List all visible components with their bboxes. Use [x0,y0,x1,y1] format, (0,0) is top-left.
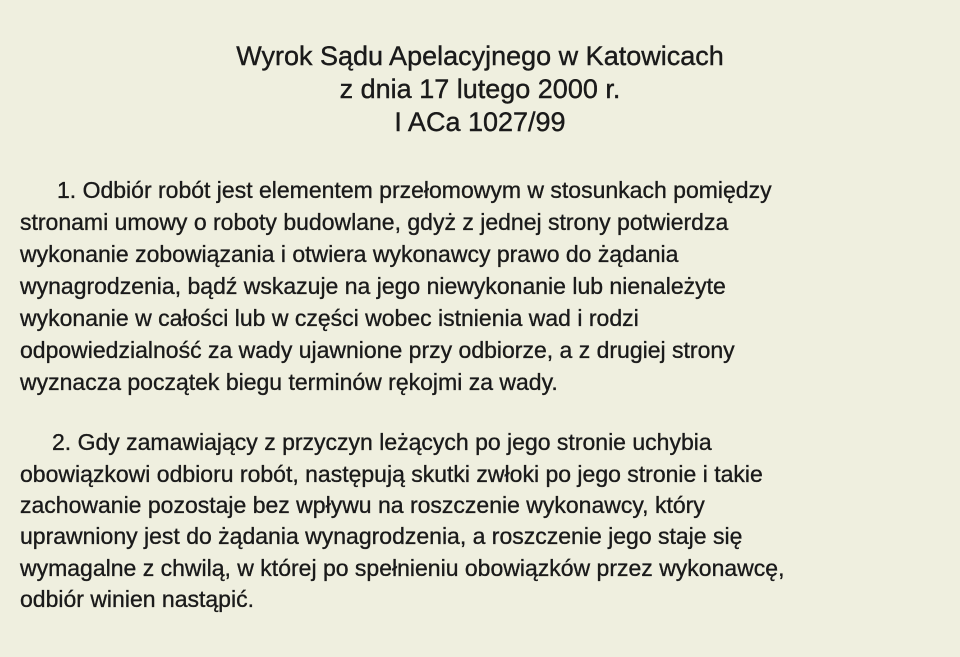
judgment-header [0,40,960,139]
paragraph-line: wyznacza początek biegu terminów rękojmi za wady. [20,369,558,395]
paragraph-line: zachowanie pozostaje bez wpływu na roszczenie wykonawcy, który [20,492,705,518]
paragraph-line: stronami umowy o roboty budowlane, gdyż z jednej strony potwierdza [20,209,729,235]
judgment-title: Wyrok Sądu Apelacyjnego w Katowicach [236,41,724,71]
paragraph-line: odbiór winien nastąpić. [20,586,254,612]
paragraph-line: wymagalne z chwilą, w której po spełnieniu obowiązków przez wykonawcę, [20,555,785,581]
case-number: I ACa 1027/99 [394,107,566,137]
paragraph-line: odpowiedzialność za wady ujawnione przy odbiorze, a z drugiej strony [20,337,735,363]
judgment-date: z dnia 17 lutego 2000 r. [339,74,621,104]
paragraph-line: wykonanie zobowiązania i otwiera wykonawcy prawo do żądania [20,241,679,267]
paragraph-line: 2. Gdy zamawiający z przyczyn leżących po jego stronie uchybia [52,429,712,455]
paragraph-line: obowiązkowi odbioru robót, następują skutki zwłoki po jego stronie i takie [20,461,763,487]
paragraph-line: wykonanie w całości lub w części wobec istnienia wad i rodzi [20,305,639,331]
paragraph-line: wynagrodzenia, bądź wskazuje na jego niewykonanie lub nienależyte [20,273,726,299]
paragraph-line: uprawniony jest do żądania wynagrodzenia, a roszczenie jego staje się [20,523,743,549]
paragraph-line: 1. Odbiór robót jest elementem przełomowym w stosunkach pomiędzy [57,177,772,203]
